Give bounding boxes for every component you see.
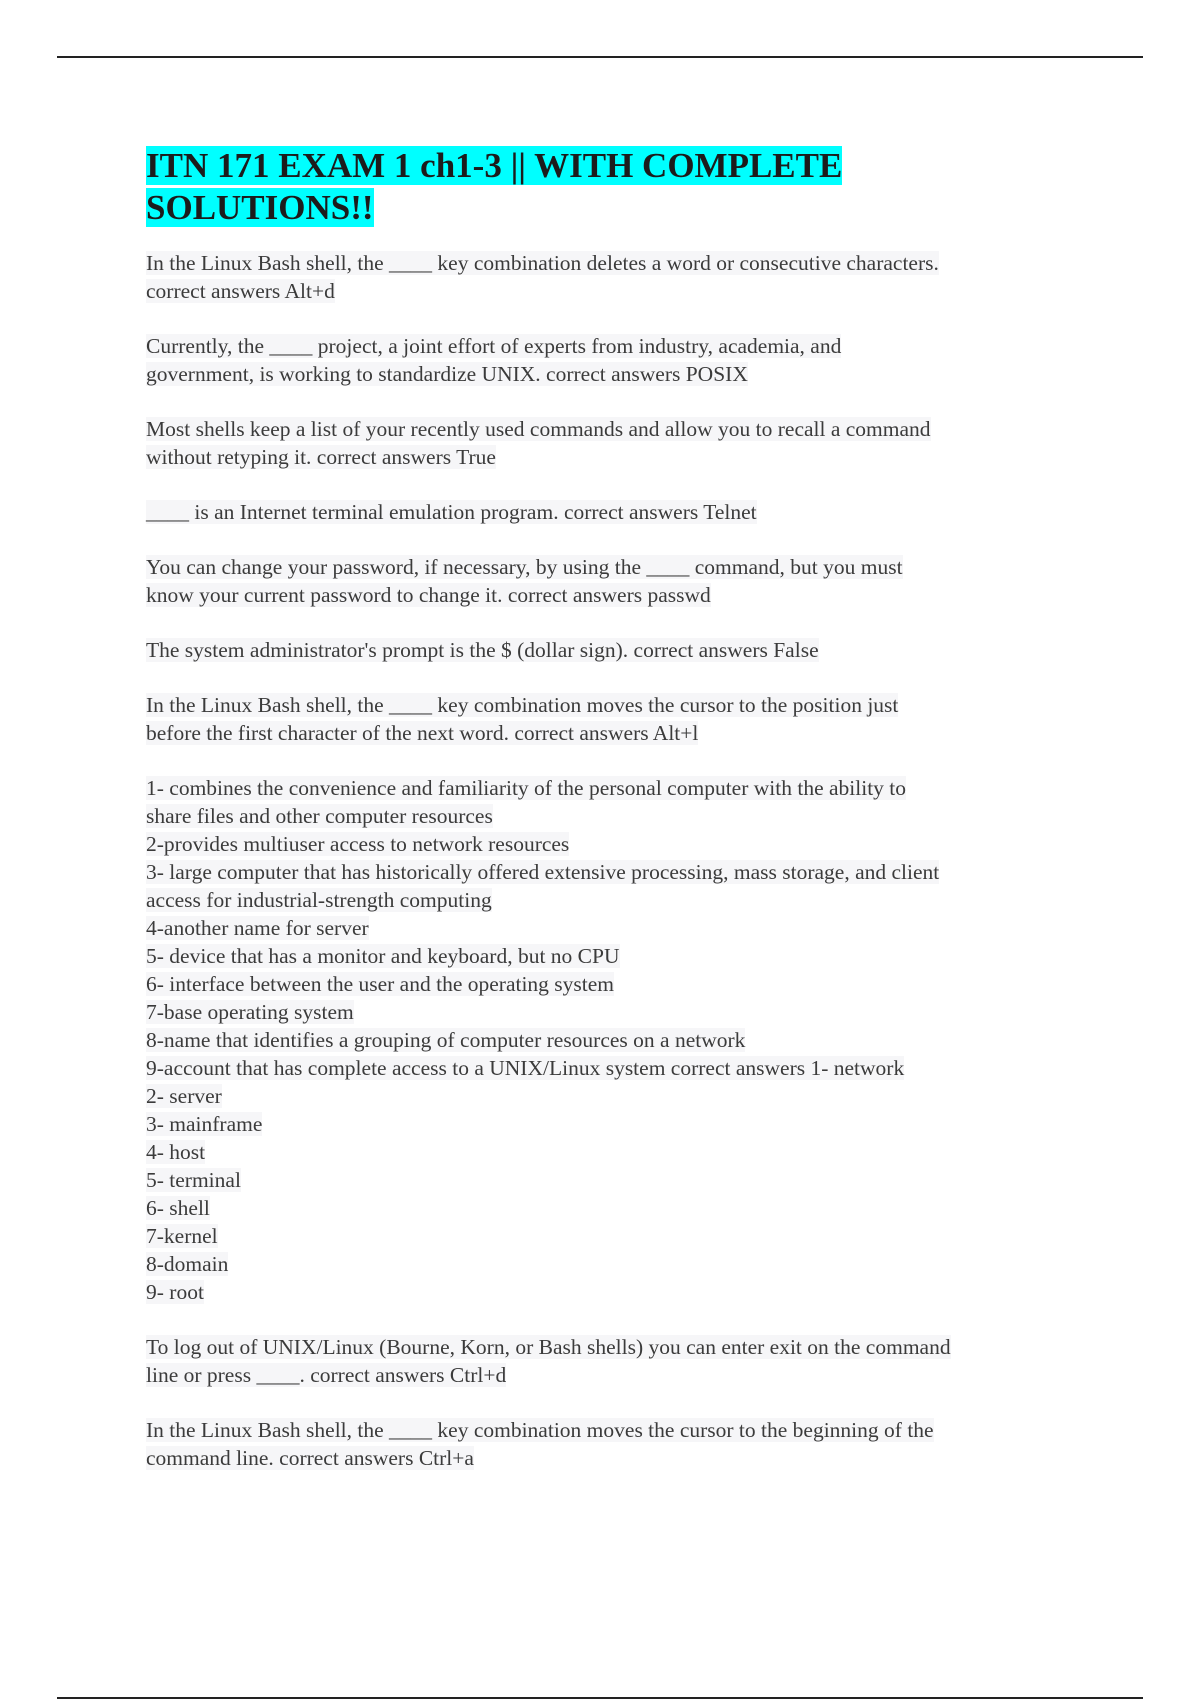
entry-line bbox=[146, 1361, 1076, 1389]
entry-line bbox=[146, 830, 1076, 858]
entry-text: In the Linux Bash shell, the ____ key combination moves the cursor to the beginning of the bbox=[146, 1418, 934, 1442]
entry-line bbox=[146, 719, 1076, 747]
entry-text: before the first character of the next word. correct answers Alt+l bbox=[146, 721, 699, 745]
entry-line bbox=[146, 858, 1076, 886]
entry-line bbox=[146, 1278, 1076, 1306]
entry-line bbox=[146, 360, 1076, 388]
entry-text: command line. correct answers Ctrl+a bbox=[146, 1446, 474, 1470]
entry-line bbox=[146, 802, 1076, 830]
question-entry bbox=[146, 774, 1076, 1306]
entry-line bbox=[146, 443, 1076, 471]
entry-text: 2- server bbox=[146, 1084, 222, 1108]
entry-line bbox=[146, 774, 1076, 802]
entry-text: 6- interface between the user and the operating system bbox=[146, 972, 615, 996]
entry-text: without retyping it. correct answers True bbox=[146, 445, 496, 469]
entry-line bbox=[146, 1333, 1076, 1361]
entry-line bbox=[146, 1250, 1076, 1278]
entry-line bbox=[146, 1416, 1076, 1444]
entry-text: 4-another name for server bbox=[146, 916, 369, 940]
entry-line bbox=[146, 1444, 1076, 1472]
entry-line bbox=[146, 970, 1076, 998]
entry-text: 7-base operating system bbox=[146, 1000, 354, 1024]
entry-line bbox=[146, 1166, 1076, 1194]
document-title bbox=[146, 145, 1076, 229]
entry-text: In the Linux Bash shell, the ____ key combination deletes a word or consecutive characters. bbox=[146, 251, 939, 275]
entry-line bbox=[146, 277, 1076, 305]
entry-text: The system administrator's prompt is the $ (dollar sign). correct answers False bbox=[146, 638, 819, 662]
entry-line bbox=[146, 1110, 1076, 1138]
entry-text: 1- combines the convenience and familiarity of the personal computer with the ability to bbox=[146, 776, 907, 800]
entry-line bbox=[146, 415, 1076, 443]
entry-text: government, is working to standardize UNIX. correct answers POSIX bbox=[146, 362, 748, 386]
entry-text: correct answers Alt+d bbox=[146, 279, 335, 303]
question-entry bbox=[146, 249, 1076, 305]
entry-text: 3- mainframe bbox=[146, 1112, 263, 1136]
entry-line bbox=[146, 332, 1076, 360]
entry-text: 4- host bbox=[146, 1140, 206, 1164]
entry-text: 7-kernel bbox=[146, 1224, 218, 1248]
entry-text: 9- root bbox=[146, 1280, 204, 1304]
question-entry bbox=[146, 691, 1076, 747]
top-rule bbox=[57, 56, 1143, 58]
entry-text: Currently, the ____ project, a joint effort of experts from industry, academia, and bbox=[146, 334, 842, 358]
entry-text: Most shells keep a list of your recently used commands and allow you to recall a command bbox=[146, 417, 931, 441]
entry-line bbox=[146, 636, 1076, 664]
entry-text: ____ is an Internet terminal emulation program. correct answers Telnet bbox=[146, 500, 757, 524]
question-entry bbox=[146, 415, 1076, 471]
title-line-1: ITN 171 EXAM 1 ch1-3 || WITH COMPLETE bbox=[146, 146, 843, 185]
entry-line bbox=[146, 1222, 1076, 1250]
question-entry bbox=[146, 553, 1076, 609]
entry-line bbox=[146, 1026, 1076, 1054]
entry-text: 3- large computer that has historically offered extensive processing, mass storage, and client bbox=[146, 860, 940, 884]
entry-text: In the Linux Bash shell, the ____ key combination moves the cursor to the position just bbox=[146, 693, 899, 717]
entry-text: 9-account that has complete access to a UNIX/Linux system correct answers 1- network bbox=[146, 1056, 905, 1080]
bottom-rule bbox=[57, 1697, 1143, 1699]
entry-text: 8-domain bbox=[146, 1252, 229, 1276]
entry-line bbox=[146, 553, 1076, 581]
entry-line bbox=[146, 1194, 1076, 1222]
question-entry bbox=[146, 332, 1076, 388]
entry-text: 2-provides multiuser access to network resources bbox=[146, 832, 570, 856]
document-body bbox=[146, 145, 1076, 1499]
entry-line bbox=[146, 691, 1076, 719]
entry-text: line or press ____. correct answers Ctrl+d bbox=[146, 1363, 507, 1387]
entry-text: access for industrial-strength computing bbox=[146, 888, 492, 912]
question-entry bbox=[146, 1333, 1076, 1389]
entry-line bbox=[146, 581, 1076, 609]
entry-line bbox=[146, 886, 1076, 914]
title-line-2: SOLUTIONS!! bbox=[146, 188, 374, 227]
entry-text: know your current password to change it. correct answers passwd bbox=[146, 583, 711, 607]
question-entry bbox=[146, 636, 1076, 664]
entry-line bbox=[146, 1138, 1076, 1166]
entry-text: 6- shell bbox=[146, 1196, 210, 1220]
entry-line bbox=[146, 998, 1076, 1026]
entry-line bbox=[146, 249, 1076, 277]
entry-text: 8-name that identifies a grouping of computer resources on a network bbox=[146, 1028, 746, 1052]
entry-line bbox=[146, 498, 1076, 526]
entry-text: share files and other computer resources bbox=[146, 804, 493, 828]
entry-line bbox=[146, 942, 1076, 970]
entry-line bbox=[146, 914, 1076, 942]
question-entry bbox=[146, 498, 1076, 526]
entry-text: To log out of UNIX/Linux (Bourne, Korn, or Bash shells) you can enter exit on the command bbox=[146, 1335, 951, 1359]
entry-text: 5- device that has a monitor and keyboard, but no CPU bbox=[146, 944, 620, 968]
entry-line bbox=[146, 1054, 1076, 1082]
entry-text: 5- terminal bbox=[146, 1168, 241, 1192]
question-list bbox=[146, 249, 1076, 1472]
entry-line bbox=[146, 1082, 1076, 1110]
question-entry bbox=[146, 1416, 1076, 1472]
entry-text: You can change your password, if necessary, by using the ____ command, but you must bbox=[146, 555, 903, 579]
